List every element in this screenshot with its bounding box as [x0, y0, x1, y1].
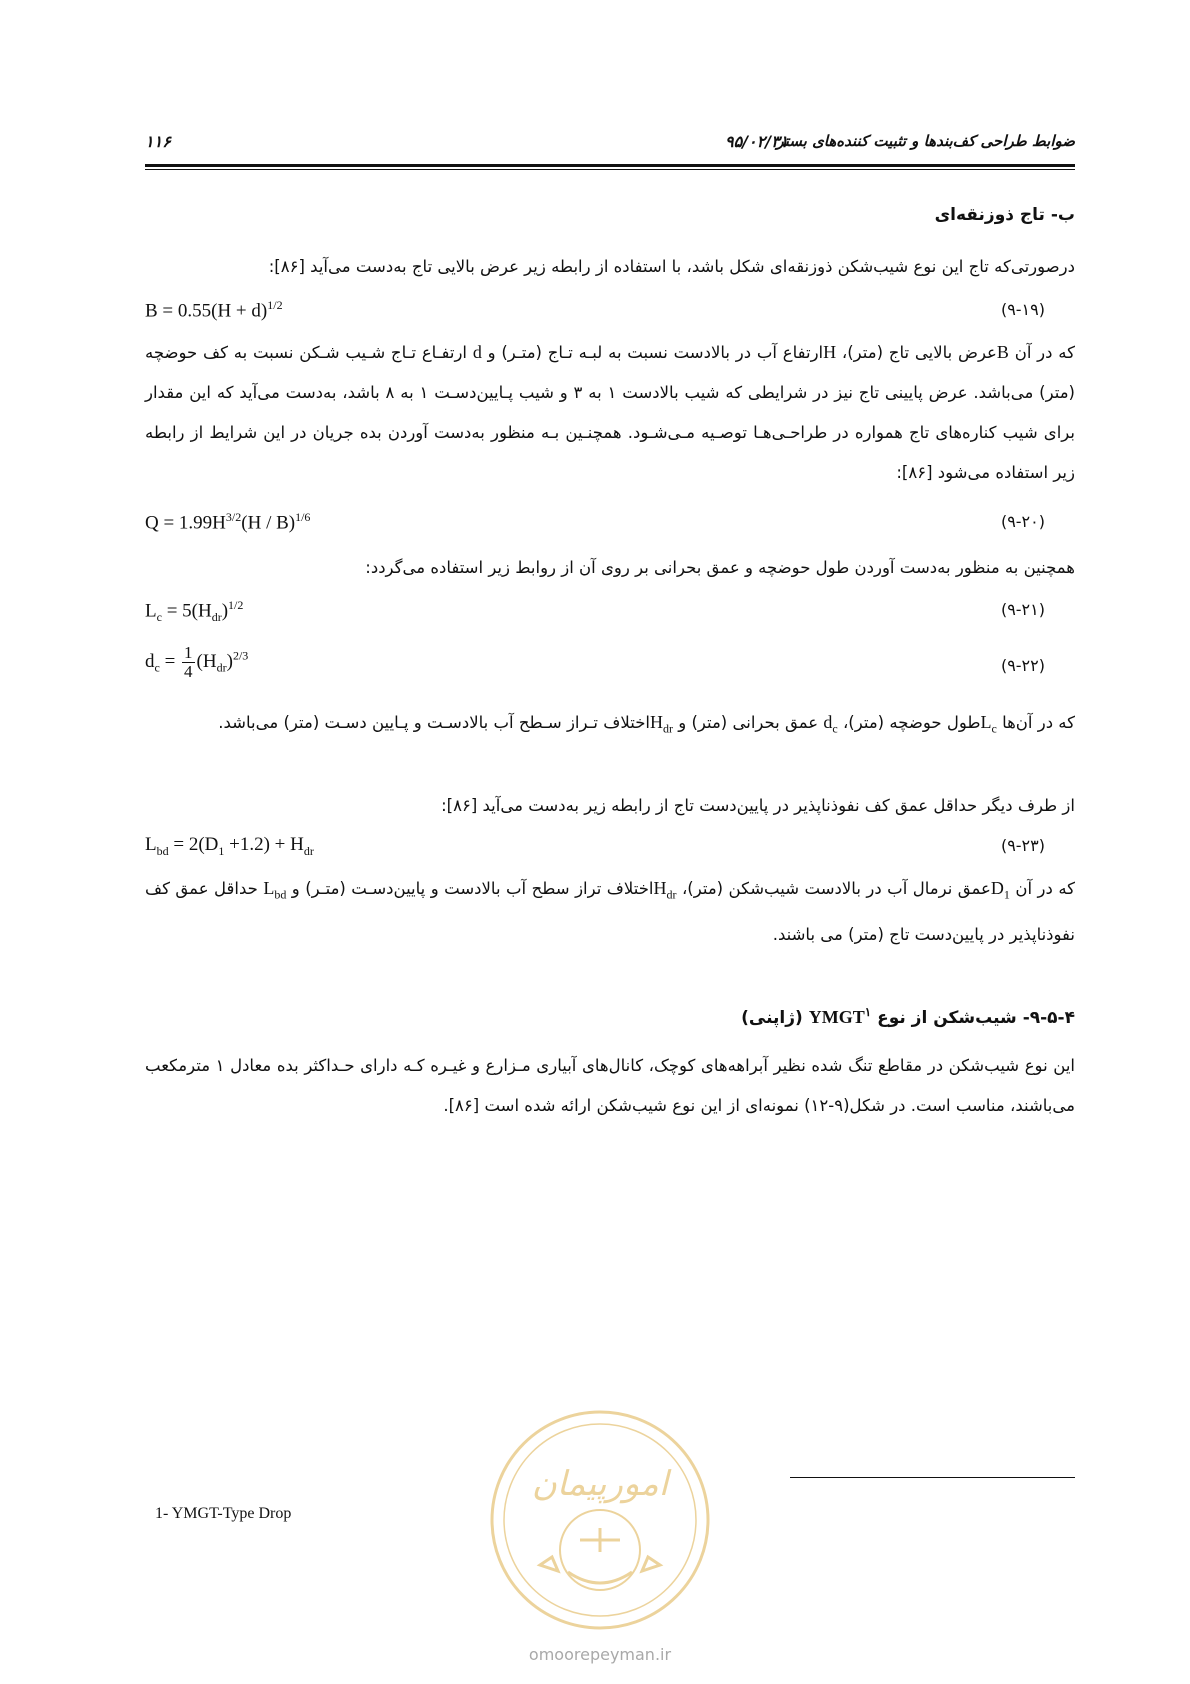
- heading-latin-text: YMGT: [808, 1007, 865, 1027]
- header-rule-thick: [145, 164, 1075, 167]
- text-run: عمق نرمال آب در بالادست شیب‌شکن (متر)،: [681, 879, 991, 898]
- paragraph-ymgt-description: این نوع شیب‌شکن در مقاطع تنگ شده نظیر آبراهه‌های کوچک، کانال‌های آبیاری مـزارع و غیـره کـه دارای حـداکثر بده معادل ۱ مترمکعب می‌باشند، مناسب است. در شکل(۹-۱۲) نمونه‌ای از این نوع شیب‌شکن ارائه شده است [۸۶].: [145, 1056, 1075, 1115]
- watermark-site: omoorepeyman.ir: [528, 1645, 672, 1664]
- equation-19: [145, 298, 1075, 334]
- equation-20-formula: $Q = 1.99H^{3/2}(H / B)^{1/6}$: [145, 510, 311, 534]
- equation-23: [145, 834, 1075, 870]
- equation-19-number: (۹-۱۹): [1000, 300, 1045, 319]
- text-run: عمق بحرانی (متر) و: [678, 713, 819, 732]
- paragraph-before-eq21: همچنین به منظور به‌دست آوردن طول حوضچه و عمق بحرانی بر روی آن از روابط زیر استفاده می‌گردد:: [365, 558, 1075, 577]
- symbol-Lc: $L_c$: [980, 712, 997, 736]
- heading-latin: [809, 1007, 871, 1027]
- text-run: حداقل عمق کف نفوذناپذیر در پایین‌دست تاج (متر) می باشند.: [145, 879, 1075, 944]
- footnote-marker: ۱: [864, 1005, 872, 1019]
- symbol-Lbd: $L_{bd}$: [263, 878, 287, 902]
- equation-23-formula: $L_{bd} = 2(D_1 +1.2) + H_{dr}$: [145, 834, 314, 858]
- page-header: [145, 128, 1075, 158]
- equation-19-formula: $B = 0.55(H + d)^{1/2}$: [145, 298, 283, 322]
- text-run: ارتفاع آب در بالادست نسبت به لبـه تـاج (متـر) و: [487, 343, 824, 362]
- paragraph-after-eq19: [145, 332, 1075, 493]
- text-run: ارتفـاع تـاج شـیب شـکن نسبت به کف حوضچه (متر) می‌باشد. عرض پایینی تاج نیز در شرایطی که شیب بالادست ۱ به ۳ و شیب پـایین‌دسـت ۱ به ۸ باشد، به‌دست می‌آید که این مقدار برای شیب کناره‌های تاج همواره در طراحـی‌هـا توصـیه مـی‌شـود. همچنـین بـه منظور به‌دست آوردن بده جریان در این شرایط از رابطه زیر استفاده می‌شود [۸۶]:: [145, 343, 1075, 482]
- footnote: 1- YMGT-Type Drop: [155, 1505, 292, 1522]
- footnote-rule: [790, 1477, 1075, 1478]
- symbol-B: B: [996, 342, 1009, 362]
- text-run: که در آن: [1014, 343, 1075, 362]
- symbol-Hdr: $H_{dr}$: [649, 712, 673, 736]
- text-run: طول حوضچه (متر)،: [842, 713, 981, 732]
- section-heading-trapezoidal: ب- تاج ذوزنقه‌ای: [934, 205, 1075, 225]
- page-number: ۱۱۶: [145, 132, 171, 151]
- equation-21-formula: $L_c = 5(H_{dr})^{1/2}$: [145, 598, 244, 625]
- watermark-stamp-icon: [480, 1400, 720, 1640]
- equation-22-number: (۹-۲۲): [1000, 656, 1045, 675]
- symbol-dc: $d_c$: [823, 712, 838, 736]
- text-run: که در آن: [1015, 879, 1076, 898]
- header-title: ضوابط طراحی کف‌بندها و تثبیت کننده‌های بستر: [776, 132, 1075, 150]
- paragraph-before-eq23: از طرف دیگر حداقل عمق کف نفوذناپذیر در پایین‌دست تاج از رابطه زیر به‌دست می‌آید [۸۶]:: [441, 796, 1075, 815]
- symbol-d: d: [472, 342, 482, 362]
- text-run: اختلاف تـراز سـطح آب بالادسـت و پـایین دسـت (متر) می‌باشد.: [218, 713, 650, 732]
- text-run: عرض بالایی تاج (متر)،: [841, 343, 997, 362]
- equation-23-number: (۹-۲۳): [1000, 836, 1045, 855]
- watermark-logo-text: امورپیمان: [531, 1464, 669, 1504]
- equation-20-number: (۹-۲۰): [1000, 512, 1045, 531]
- text-run: اختلاف تراز سطح آب بالادست و پایین‌دسـت (متـر) و: [291, 879, 654, 898]
- equation-22: [145, 640, 1075, 696]
- equation-21-number: (۹-۲۱): [1000, 600, 1045, 619]
- heading-suffix: (ژاپنی): [741, 1008, 803, 1028]
- text-run: که در آن‌ها: [1002, 713, 1075, 732]
- section-heading-ymgt: [741, 1005, 1075, 1028]
- header-rule-thin: [145, 169, 1075, 170]
- fraction-one-quarter: $\frac{1}{4}$: [184, 643, 193, 681]
- symbol-Hdr: $H_{dr}$: [653, 878, 677, 902]
- heading-text: ۹-۵-۴- شیب‌شکن از نوع: [877, 1008, 1075, 1028]
- symbol-D1: $D_1$: [990, 878, 1010, 902]
- symbol-H: H: [823, 342, 837, 362]
- paragraph-after-eq23: [145, 868, 1075, 955]
- paragraph-intro: درصورتی‌که تاج این نوع شیب‌شکن ذوزنقه‌ای شکل باشد، با استفاده از رابطه زیر عرض بالایی تاج به‌دست می‌آید [۸۶]:: [268, 257, 1075, 276]
- equation-21: [145, 598, 1075, 634]
- equation-22-formula: $d_c$ = $\frac{1}{4}$ $(H_{dr})^{2/3}$: [145, 643, 249, 681]
- header-date: ۹۵/۰۲/۳۱: [725, 132, 789, 151]
- paragraph-after-eq22: [145, 702, 1075, 749]
- equation-20: [145, 510, 1075, 546]
